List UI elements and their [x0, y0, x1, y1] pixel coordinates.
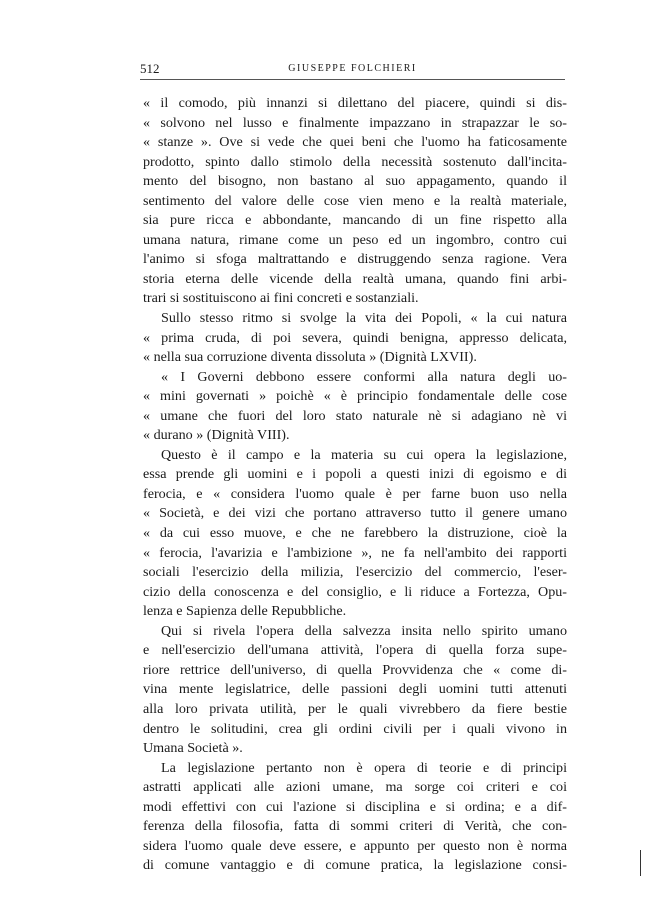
text-line: « mini governati » poichè « è principio fondamentale delle cose	[143, 388, 567, 405]
text-line: astratti applicati alle azioni umane, ma sorge coi criteri e coi	[143, 779, 567, 796]
text-line: « da cui esso muove, e che ne farebbero la distruzione, cioè la	[143, 525, 567, 542]
text-line: ferenza della filosofia, fatta di sommi criteri di Verità, che con-	[143, 818, 567, 835]
text-line: l'animo si sfoga maltrattando e distruggendo senza ragione. Vera	[143, 251, 567, 268]
text-line: « il comodo, più innanzi si dilettano del piacere, quindi si dis-	[143, 95, 567, 111]
page-header	[140, 59, 565, 80]
text-line: cizio della conoscenza e del consiglio, e li riduce a Fortezza, Opu-	[143, 583, 567, 600]
text-line: di comune vantaggio e di comune pratica, la legislazione consi-	[143, 857, 567, 874]
text-line: storia eterna delle vicende della realtà umana, quando fini arbi-	[143, 270, 567, 287]
text-line: « ferocia, l'avarizia e l'ambizione », ne fa nell'ambito dei rapporti	[143, 544, 567, 561]
text-line: « solvono nel lusso e finalmente impazzano in strapazzar le so-	[143, 114, 567, 131]
text-line: Qui si rivela l'opera della salvezza insita nello spirito umano	[161, 622, 567, 639]
text-line: vina mente legislatrice, delle passioni degli uomini tutti attenuti	[143, 681, 567, 698]
text-line: Questo è il campo e la materia su cui opera la legislazione,	[161, 446, 567, 463]
text-line: e nell'esercizio dell'umana attività, l'opera di quella forza supe-	[143, 642, 567, 659]
text-line: Sullo stesso ritmo si svolge la vita dei Popoli, « la cui natura	[161, 310, 567, 327]
text-line: « stanze ». Ove si vede che quei beni che l'uomo ha faticosamente	[143, 134, 567, 151]
text-line: mento del bisogno, non bastano al suo appagamento, quando il	[143, 173, 567, 190]
text-line: « durano » (Dignità VIII).	[143, 427, 290, 444]
running-head: GIUSEPPE FOLCHIERI	[288, 63, 417, 74]
text-line: sidera l'uomo quale deve essere, e appunto per questo non è norma	[143, 837, 567, 854]
text-line: « I Governi debbono essere conformi alla natura degli uo-	[161, 368, 567, 385]
text-line: lenza e Sapienza delle Repubbliche.	[143, 603, 347, 620]
text-line: modi effettivi con cui l'azione si disciplina e si ordina; e a dif-	[143, 798, 567, 815]
text-line: dentro le solitudini, crea gli ordini civili per i quali vivono in	[143, 720, 567, 737]
text-line: alla loro privata utilità, per le quali vivrebbero da fiere bestie	[143, 700, 567, 717]
body-text	[143, 94, 567, 876]
scan-edge-mark	[640, 850, 641, 876]
text-line: « nella sua corruzione diventa dissoluta » (Dignità LXVII).	[143, 349, 477, 366]
text-line: prodotto, spinto dallo stimolo della necessità sostenuto dall'incita-	[143, 153, 567, 170]
text-line: Umana Società ».	[143, 740, 243, 757]
text-line: umana natura, rimane come un peso ed un ingombro, contro cui	[143, 231, 567, 248]
text-line: « Società, e dei vizi che portano attraverso tutto il genere umano	[143, 505, 567, 522]
text-line: « prima cruda, di poi severa, quindi benigna, appresso delicata,	[143, 329, 567, 346]
page-number: 512	[140, 61, 160, 76]
text-line: « umane che fuori del loro stato naturale nè si adagiano nè vi	[143, 407, 567, 424]
text-line: sentimento del valore delle cose vien meno e la realtà materiale,	[143, 192, 567, 209]
text-line: sociali l'esercizio della milizia, l'esercizio del commercio, l'eser-	[143, 564, 567, 581]
text-line: La legislazione pertanto non è opera di teorie e di principi	[161, 759, 567, 776]
text-line: ferocia, e « considera l'uomo quale è per farne buon uso nella	[143, 485, 567, 502]
text-line: riore rettrice dell'universo, di quella Provvidenza che « come di-	[143, 661, 567, 678]
text-line: essa prende gli uomini e i popoli a questi inizi di egoismo e di	[143, 466, 567, 483]
text-line: trari si sostituiscono ai fini concreti e sostanziali.	[143, 290, 419, 307]
text-line: sia pure ricca e abbondante, mancando di un fine rispetto alla	[143, 212, 567, 229]
